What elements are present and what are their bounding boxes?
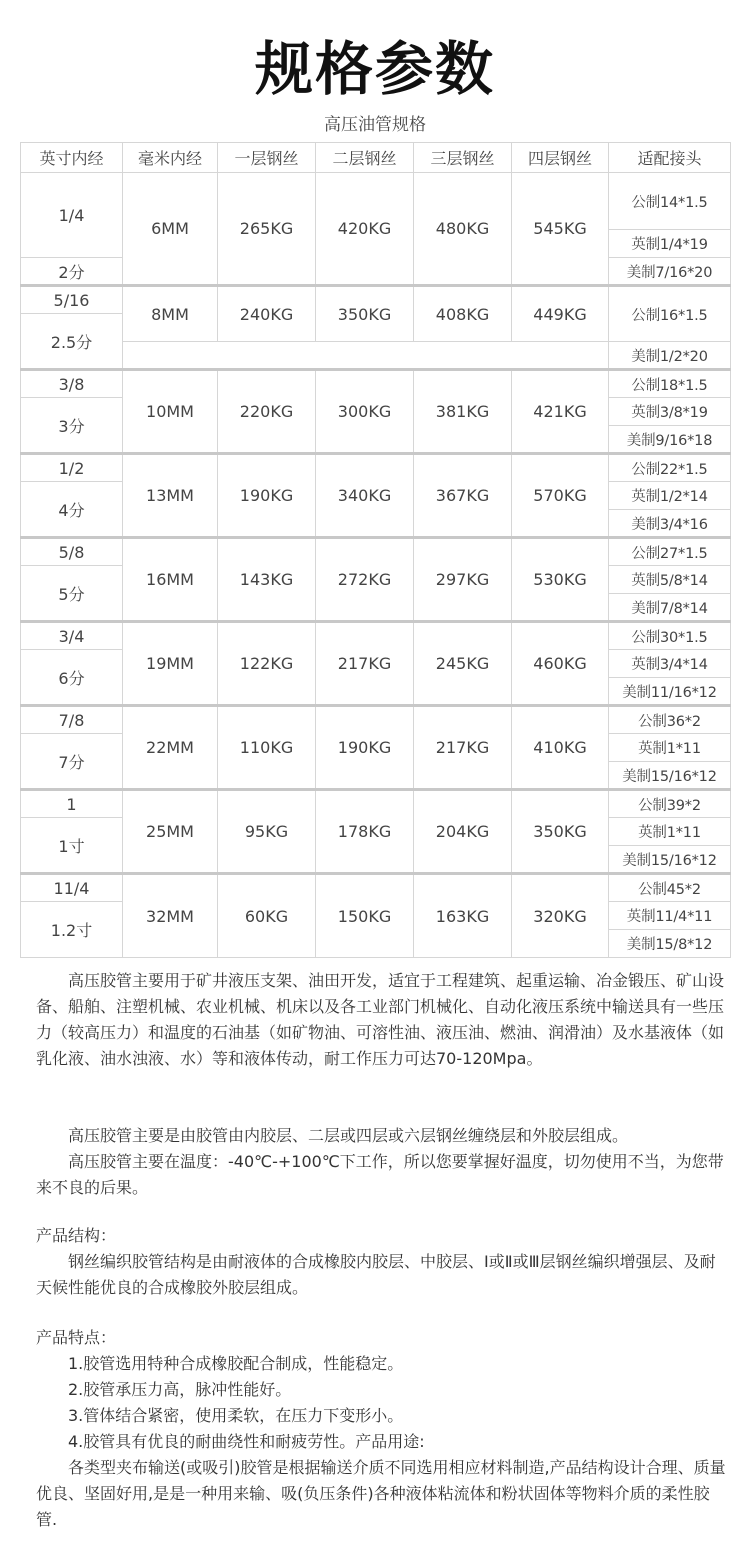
fitting-cell: 公制39*2 [609,790,731,818]
fitting-cell: 美制15/16*12 [609,846,731,874]
layer-2-cell: 190KG [316,706,414,790]
header-mm: 毫米内经 [123,143,218,173]
layer-3-cell: 381KG [414,370,512,454]
header-fittings: 适配接头 [609,143,731,173]
features-heading: 产品特点： [36,1328,117,1347]
fitting-cell: 英制3/4*14 [609,650,731,678]
fen-cell: 1寸 [21,818,123,874]
layer-1-cell: 265KG [218,173,316,286]
fitting-cell: 美制3/4*16 [609,510,731,538]
spec-table [20,142,731,958]
layer-4-cell: 320KG [512,874,609,958]
table-row [21,622,731,650]
usage-text: 各类型夹布输送(或吸引)胶管是根据输送介质不同选用相应材料制造,产品结构设计合理、质量优良、坚固好用,是是一种用来输、吸(负压条件)各种液体粘流体和粉状固体等物料介质的柔性胶管. [36,1458,726,1529]
layer-3-cell: 245KG [414,622,512,706]
layer-1-cell: 110KG [218,706,316,790]
mm-cell: 16MM [123,538,218,622]
fitting-cell: 公制18*1.5 [609,370,731,398]
inch-cell: 3/8 [21,370,123,398]
table-row [21,286,731,314]
layer-4-cell: 350KG [512,790,609,874]
fen-cell: 2.5分 [21,314,123,370]
layer-3-cell: 297KG [414,538,512,622]
layer-4-cell: 545KG [512,173,609,286]
inch-cell: 5/8 [21,538,123,566]
table-row [21,790,731,818]
fitting-cell: 公制27*1.5 [609,538,731,566]
layer-4-cell: 421KG [512,370,609,454]
mm-cell: 10MM [123,370,218,454]
mm-cell: 22MM [123,706,218,790]
page-title: 规格参数 [254,35,495,103]
layer-2-cell: 300KG [316,370,414,454]
layer-3-cell: 163KG [414,874,512,958]
mm-cell: 25MM [123,790,218,874]
fitting-cell: 英制1*11 [609,818,731,846]
fitting-cell: 公制14*1.5 [609,173,731,230]
layer-3-cell: 204KG [414,790,512,874]
layer-2-cell: 150KG [316,874,414,958]
layer-2-cell: 178KG [316,790,414,874]
structure-section [36,1223,726,1301]
inch-cell: 3/4 [21,622,123,650]
layer-3-cell: 367KG [414,454,512,538]
mm-cell: 6MM [123,173,218,286]
inch-cell: 7/8 [21,706,123,734]
structure-text: 钢丝编织胶管结构是由耐液体的合成橡胶内胶层、中胶层、Ⅰ或Ⅱ或Ⅲ层钢丝编织增强层、及耐天候性能优良的合成橡胶外胶层组成。 [36,1252,716,1297]
fitting-cell: 英制5/8*14 [609,566,731,594]
fitting-cell: 美制7/16*20 [609,258,731,286]
layer-1-cell: 240KG [218,286,316,342]
header-inch: 英寸内经 [21,143,123,173]
table-row [21,370,731,398]
layer-3-cell: 217KG [414,706,512,790]
fitting-cell: 英制11/4*11 [609,902,731,930]
mm-cell: 8MM [123,286,218,342]
feature-item: 2.胶管承压力高，脉冲性能好。 [68,1380,292,1399]
table-row [21,874,731,902]
layer-4-cell: 530KG [512,538,609,622]
fen-cell: 7分 [21,734,123,790]
layer-4-cell: 449KG [512,286,609,342]
header-layer-3: 三层钢丝 [414,143,512,173]
header-layer-4: 四层钢丝 [512,143,609,173]
layer-3-cell: 408KG [414,286,512,342]
layer-1-cell: 143KG [218,538,316,622]
mm-cell: 32MM [123,874,218,958]
fitting-cell: 英制1*11 [609,734,731,762]
table-header-row [21,143,731,173]
fitting-cell: 美制7/8*14 [609,594,731,622]
fitting-cell: 英制3/8*19 [609,398,731,426]
layer-2-cell: 350KG [316,286,414,342]
fitting-cell: 美制15/16*12 [609,762,731,790]
layer-4-cell: 460KG [512,622,609,706]
fitting-cell: 公制22*1.5 [609,454,731,482]
layer-1-cell: 95KG [218,790,316,874]
feature-item: 1.胶管选用特种合成橡胶配合制成，性能稳定。 [68,1354,404,1373]
table-row [21,342,731,370]
table-row [21,173,731,230]
composition-section [36,1123,726,1201]
table-row [21,454,731,482]
structure-heading: 产品结构： [36,1226,117,1245]
layer-1-cell: 122KG [218,622,316,706]
fen-cell: 1.2寸 [21,902,123,958]
temperature-text: 高压胶管主要在温度：-40℃-+100℃下工作，所以您要掌握好温度，切勿使用不当，为您带来不良的后果。 [36,1152,724,1197]
inch-cell: 1 [21,790,123,818]
inch-cell: 1/4 [21,173,123,258]
mm-cell: 13MM [123,454,218,538]
header-layer-1: 一层钢丝 [218,143,316,173]
layer-2-cell: 217KG [316,622,414,706]
layer-3-cell: 480KG [414,173,512,286]
fen-cell: 6分 [21,650,123,706]
inch-cell: 1/2 [21,454,123,482]
layer-2-cell: 340KG [316,454,414,538]
layer-4-cell: 570KG [512,454,609,538]
fen-cell: 5分 [21,566,123,622]
layer-1-cell: 60KG [218,874,316,958]
layer-1-cell: 220KG [218,370,316,454]
inch-cell: 11/4 [21,874,123,902]
fitting-cell: 美制15/8*12 [609,930,731,958]
intro-text: 高压胶管主要用于矿井液压支架、油田开发，适宜于工程建筑、起重运输、冶金锻压、矿山设备、船舶、注塑机械、农业机械、机床以及各工业部门机械化、自动化液压系统中输送具有一些压力（较高压力）和温度的石油基（如矿物油、可溶性油、液压油、燃油、润滑油）及水基液体（如乳化液、油水浊液、水）等和液体传动，耐工作压力可达70-120Mpa。 [36,971,725,1068]
fitting-cell: 公制16*1.5 [609,286,731,342]
inch-cell: 5/16 [21,286,123,314]
fitting-cell: 美制9/16*18 [609,426,731,454]
mm-cell: 19MM [123,622,218,706]
composition-text: 高压胶管主要是由胶管由内胶层、二层或四层或六层钢丝缠绕层和外胶层组成。 [68,1126,629,1145]
fitting-cell: 美制11/16*12 [609,678,731,706]
fen-cell: 3分 [21,398,123,454]
fen-cell: 2分 [21,258,123,286]
fitting-cell: 英制1/4*19 [609,230,731,258]
layer-2-cell: 272KG [316,538,414,622]
fitting-cell: 美制1/2*20 [609,342,731,370]
table-row [21,538,731,566]
intro-paragraph [36,968,726,1072]
fitting-cell: 公制30*1.5 [609,622,731,650]
fen-cell: 4分 [21,482,123,538]
layer-1-cell: 190KG [218,454,316,538]
layer-2-cell: 420KG [316,173,414,286]
fitting-cell: 英制1/2*14 [609,482,731,510]
header-layer-2: 二层钢丝 [316,143,414,173]
layer-4-cell: 410KG [512,706,609,790]
table-title: 高压油管规格 [324,115,426,135]
fitting-cell: 公制36*2 [609,706,731,734]
fitting-cell: 公制45*2 [609,874,731,902]
feature-item: 4.胶管具有优良的耐曲绕性和耐疲劳性。产品用途: [68,1432,425,1451]
table-row [21,706,731,734]
features-section [36,1325,726,1533]
feature-item: 3.管体结合紧密，使用柔软，在压力下变形小。 [68,1406,404,1425]
